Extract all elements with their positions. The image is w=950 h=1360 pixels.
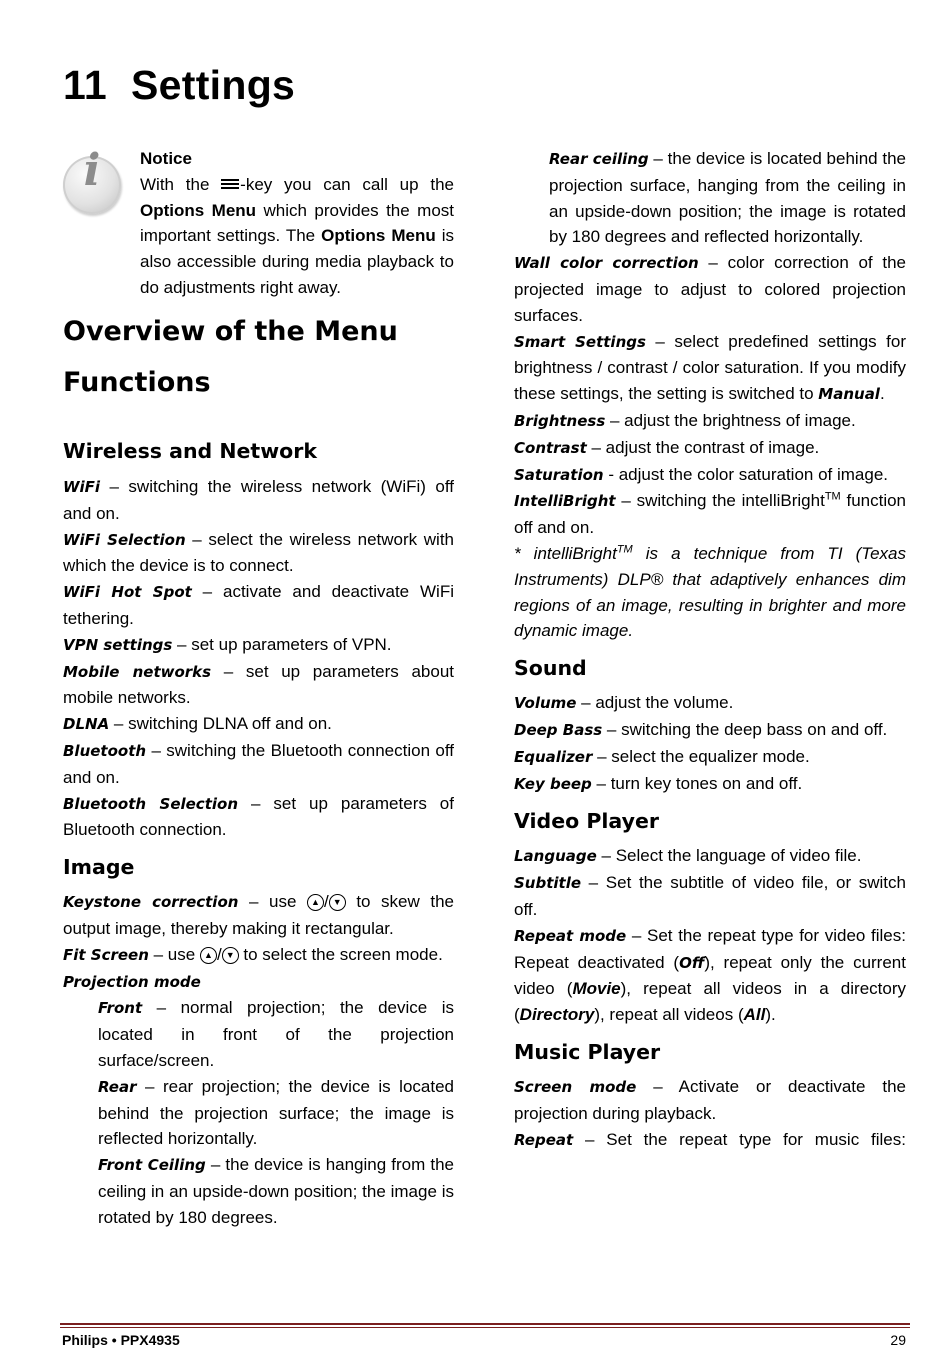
music-repeat-item: Repeat – Set the repeat type for music files: bbox=[514, 1129, 906, 1149]
fit-screen-item: Fit Screen – use ▲ / ▼ to select the screen mode. bbox=[63, 944, 443, 964]
deep-bass-item: Deep Bass – switching the deep bass on and off. bbox=[514, 719, 888, 739]
repeat-mode-item: Repeat mode – Set the repeat type for video files: Repeat deactivated (Off), repeat only the current video (Movie), repeat all videos in a directory (Directory), repeat all videos (All). bbox=[514, 925, 906, 1025]
brightness-item: Brightness – adjust the brightness of image. bbox=[514, 410, 856, 430]
bluetooth-item: Bluetooth – switching the Bluetooth connection off and on. bbox=[63, 740, 454, 787]
arrow-up-icon: ▲ bbox=[200, 947, 217, 964]
saturation-item: Saturation - adjust the color saturation of image. bbox=[514, 464, 889, 484]
notice-body bbox=[140, 146, 454, 301]
notice-text: With the -key you can call up the Options Menu which provides the most important settings. The Options Menu is also accessible during media playback to do adjustments right away. bbox=[140, 174, 454, 297]
contrast-item: Contrast – adjust the contrast of image. bbox=[514, 437, 820, 457]
chapter-name: Settings bbox=[131, 62, 296, 108]
arrow-down-icon: ▼ bbox=[329, 894, 346, 911]
notice-title: Notice bbox=[140, 149, 192, 168]
language-item: Language – Select the language of video file. bbox=[514, 846, 862, 866]
dlna-item: DLNA – switching DLNA off and on. bbox=[63, 714, 332, 734]
vpn-item: VPN settings – set up parameters of VPN. bbox=[63, 634, 392, 654]
mode-front: Front – normal projection; the device is located in front of the projection surface/screen. bbox=[98, 998, 454, 1070]
wireless-heading: Wireless and Network bbox=[63, 439, 317, 463]
wifi-item: WiFi – switching the wireless network (WiFi) off and on. bbox=[63, 477, 454, 523]
footer-rule bbox=[60, 1323, 910, 1325]
image-heading: Image bbox=[63, 855, 135, 880]
intellibright-note: * intelliBright™ is a technique from TI (Texas Instruments) DLP® that adaptively enhances dim regions of an image, resulting in brighter and more dynamic image. bbox=[514, 543, 906, 641]
overview-heading: Overview of the Menu Functions bbox=[63, 316, 398, 398]
sound-heading: Sound bbox=[514, 656, 587, 681]
wall-color-item: Wall color correction – color correction of the projected image to adjust to colored projection surfaces. bbox=[514, 253, 906, 325]
info-icon: i bbox=[63, 156, 121, 214]
subtitle-item: Subtitle – Set the subtitle of video file, or switch off. bbox=[514, 873, 906, 919]
right-column bbox=[514, 146, 906, 1153]
bluetooth-selection-item: Bluetooth Selection – set up parameters of Bluetooth connection. bbox=[63, 793, 454, 840]
wifi-selection-item: WiFi Selection – select the wireless network with which the device is to connect. bbox=[63, 529, 454, 576]
intellibright-item: IntelliBright – switching the intelliBright™ function off and on. bbox=[514, 490, 907, 538]
page-number: 29 bbox=[890, 1332, 906, 1348]
footer-rule-thin bbox=[60, 1327, 910, 1328]
chapter-number: 11 bbox=[63, 62, 107, 108]
mobile-networks-item: Mobile networks – set up parameters about mobile networks. bbox=[63, 661, 454, 708]
screen-mode-item: Screen mode – Activate or deactivate the projection during playback. bbox=[514, 1076, 907, 1123]
volume-item: Volume – adjust the volume. bbox=[514, 693, 734, 713]
keystone-item: Keystone correction – use ▲ / ▼ to skew the output image, thereby making it rectangular. bbox=[63, 892, 454, 938]
projection-mode-label: Projection mode bbox=[63, 972, 201, 991]
key-beep-item: Key beep – turn key tones on and off. bbox=[514, 773, 803, 793]
notice-box bbox=[63, 146, 454, 306]
mode-front-ceiling: Front Ceiling – the device is hanging from the ceiling in an upside-down position; the image is rotated by 180 degrees. bbox=[98, 1155, 454, 1227]
smart-settings-item: Smart Settings – select predefined settings for brightness / contrast / color saturation. If you modify these settings, the setting is switched to Manual. bbox=[514, 331, 906, 404]
equalizer-item: Equalizer – select the equalizer mode. bbox=[514, 746, 810, 766]
chapter-title bbox=[63, 62, 295, 109]
mode-rear: Rear – rear projection; the device is located behind the projection surface; the image is reflected horizontally. bbox=[98, 1076, 454, 1149]
footer-brand: Philips • PPX4935 bbox=[62, 1332, 180, 1348]
menu-key-icon bbox=[221, 177, 239, 191]
arrow-up-icon: ▲ bbox=[307, 894, 324, 911]
left-column bbox=[63, 146, 454, 1231]
arrow-down-icon: ▼ bbox=[222, 947, 239, 964]
wifi-hotspot-item: WiFi Hot Spot – activate and deactivate WiFi tethering. bbox=[63, 582, 454, 628]
video-player-heading: Video Player bbox=[514, 809, 659, 834]
music-player-heading: Music Player bbox=[514, 1039, 661, 1064]
mode-rear-ceiling: Rear ceiling – the device is located behind the projection surface, hanging from the ceiling in an upside-down position; the image is rotated by 180 degrees and reflected horizontally. bbox=[549, 149, 906, 247]
